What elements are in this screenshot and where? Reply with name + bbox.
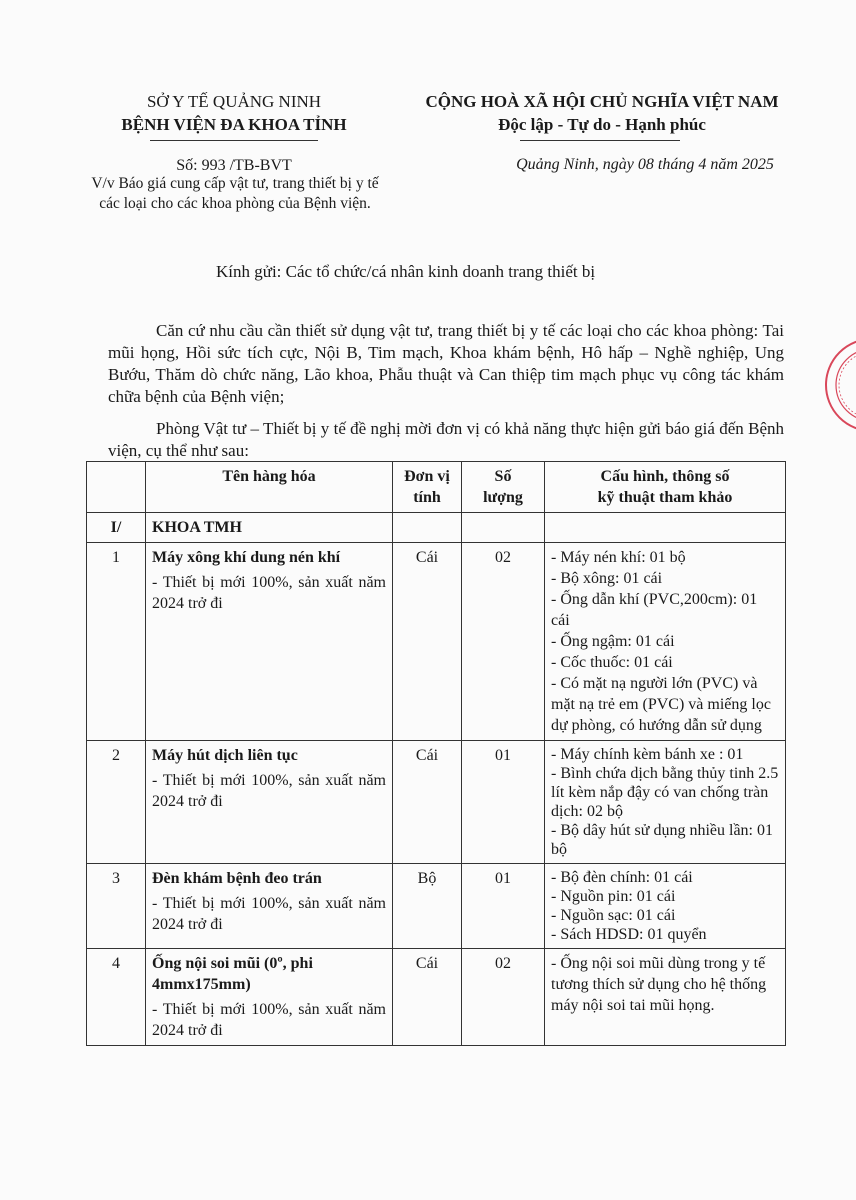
- item-number: 4: [87, 949, 146, 1046]
- item-name-cell: [146, 864, 393, 949]
- item-qty: 02: [462, 949, 545, 1046]
- issuer-org: SỞ Y TẾ QUẢNG NINH: [146, 92, 322, 111]
- item-spec: [545, 741, 786, 864]
- issuer-block: [84, 90, 384, 136]
- header-unit: [393, 462, 462, 513]
- header-qty-line-1: Số: [494, 468, 512, 485]
- spec-line: - Máy chính kèm bánh xe : 01: [551, 746, 744, 763]
- spec-line: - Bộ xông: 01 cái: [551, 570, 663, 587]
- item-number: 1: [87, 543, 146, 741]
- table-row: [87, 741, 786, 864]
- issuer-hospital: BỆNH VIỆN ĐA KHOA TỈNH: [121, 115, 347, 134]
- table-row: [87, 949, 786, 1046]
- spec-line: - Nguồn pin: 01 cái: [551, 888, 676, 905]
- stamp-seal: [810, 330, 856, 440]
- spec-line: - Bộ dây hút sử dụng nhiều lần: 01 bộ: [551, 822, 773, 858]
- national-motto: Độc lập - Tự do - Hạnh phúc: [498, 115, 706, 134]
- section-number: I/: [87, 513, 146, 543]
- section-unit-cell: [393, 513, 462, 543]
- header-spec-line-1: Cấu hình, thông số: [600, 468, 730, 485]
- item-number: 3: [87, 864, 146, 949]
- addressee: Kính gửi: Các tổ chức/cá nhân kinh doanh trang thiết bị: [216, 262, 596, 281]
- header-unit-line-2: tính: [413, 489, 441, 506]
- header-qty-line-2: lượng: [483, 489, 523, 506]
- spec-line: - Sách HDSD: 01 quyển: [551, 926, 707, 943]
- item-note: - Thiết bị mới 100%, sản xuất năm 2024 trở đi: [152, 895, 386, 933]
- spec-line: - Nguồn sạc: 01 cái: [551, 907, 676, 924]
- national-heading: [392, 90, 812, 136]
- issuer-underline: [150, 140, 318, 141]
- item-qty: 01: [462, 864, 545, 949]
- subject-line-1: V/v Báo giá cung cấp vật tư, trang thiết bị y tế: [91, 175, 379, 192]
- item-number: 2: [87, 741, 146, 864]
- item-note: - Thiết bị mới 100%, sản xuất năm 2024 trở đi: [152, 772, 386, 810]
- item-name: Ống nội soi mũi (0º, phi 4mmx175mm): [152, 955, 313, 993]
- item-unit: Bộ: [393, 864, 462, 949]
- item-unit: Cái: [393, 949, 462, 1046]
- paragraph-basis: Căn cứ nhu cầu cần thiết sử dụng vật tư, trang thiết bị y tế các loại cho các khoa phòng: Tai mũi họng, Hồi sức tích cực, Nội B, Tim mạch, Khoa khám bệnh, Hô hấp – Nghề nghiệp, Ung Bướu, Thăm dò chức năng, Lão khoa, Phẫu thuật và Can thiệp tim mạch phục vụ công tác khám chữa bệnh của Bệnh viện;: [108, 321, 784, 406]
- header-no: [87, 462, 146, 513]
- item-unit: Cái: [393, 741, 462, 864]
- section-name: KHOA TMH: [146, 513, 393, 543]
- spec-line: - Máy nén khí: 01 bộ: [551, 549, 686, 566]
- items-table: [86, 461, 786, 1046]
- item-note: - Thiết bị mới 100%, sản xuất năm 2024 trở đi: [152, 1001, 386, 1039]
- document-subject: [40, 174, 430, 214]
- subject-line-2: các loại cho các khoa phòng của Bệnh viện.: [99, 195, 371, 212]
- item-name: Đèn khám bệnh đeo trán: [152, 870, 322, 887]
- spec-line: - Có mặt nạ người lớn (PVC) và mặt nạ trẻ em (PVC) và miếng lọc dự phòng, có hướng dẫn sử dụng: [551, 675, 771, 734]
- header-name: Tên hàng hóa: [146, 462, 393, 513]
- spec-line: - Ống ngậm: 01 cái: [551, 633, 675, 650]
- spec-line: - Ống dẫn khí (PVC,200cm): 01 cái: [551, 591, 758, 629]
- header-spec-line-2: kỹ thuật tham khảo: [597, 489, 733, 506]
- item-qty: 02: [462, 543, 545, 741]
- item-name: Máy xông khí dung nén khí: [152, 549, 341, 566]
- item-spec: [545, 543, 786, 741]
- section-spec-cell: [545, 513, 786, 543]
- item-name: Máy hút dịch liên tục: [152, 747, 298, 764]
- item-name-cell: [146, 543, 393, 741]
- item-qty: 01: [462, 741, 545, 864]
- section-row: [87, 513, 786, 543]
- spec-line: - Ống nội soi mũi dùng trong y tế tương thích sử dụng cho hệ thống máy nội soi tai mũi họng.: [551, 955, 767, 1014]
- item-spec: [545, 949, 786, 1046]
- motto-underline: [520, 140, 680, 141]
- document-date: Quảng Ninh, ngày 08 tháng 4 năm 2025: [516, 156, 774, 173]
- section-qty-cell: [462, 513, 545, 543]
- spec-line: - Bình chứa dịch bằng thủy tinh 2.5 lít kèm nắp đậy có van chống tràn dịch: 02 bộ: [551, 765, 779, 820]
- table-row: [87, 543, 786, 741]
- item-name-cell: [146, 741, 393, 864]
- header-unit-line-1: Đơn vị: [404, 468, 450, 485]
- nation-name: CỘNG HOÀ XÃ HỘI CHỦ NGHĨA VIỆT NAM: [425, 92, 779, 111]
- document-number: Số: 993 /TB-BVT: [176, 157, 292, 174]
- table-row: [87, 864, 786, 949]
- spec-line: - Bộ đèn chính: 01 cái: [551, 869, 693, 886]
- item-spec: [545, 864, 786, 949]
- item-unit: Cái: [393, 543, 462, 741]
- paragraph-request: Phòng Vật tư – Thiết bị y tế đề nghị mời đơn vị có khả năng thực hiện gửi báo giá đến Bệnh viện, cụ thể như sau:: [108, 419, 784, 460]
- spec-line: - Cốc thuốc: 01 cái: [551, 654, 673, 671]
- item-name-cell: [146, 949, 393, 1046]
- table-header-row: [87, 462, 786, 513]
- header-qty: [462, 462, 545, 513]
- header-spec: [545, 462, 786, 513]
- item-note: - Thiết bị mới 100%, sản xuất năm 2024 trở đi: [152, 574, 386, 612]
